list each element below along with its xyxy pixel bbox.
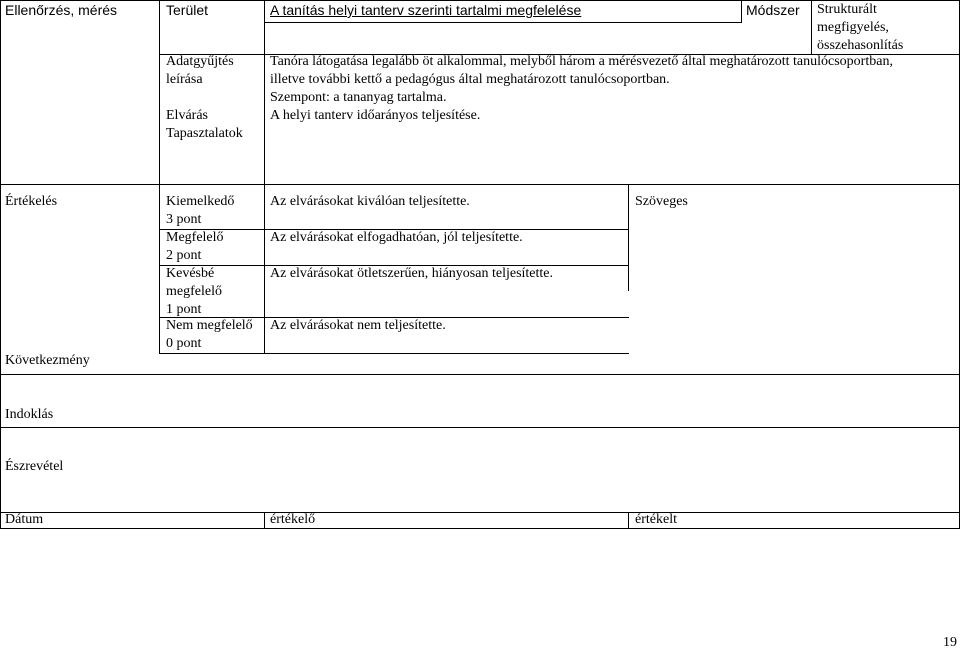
modszer-value-2: megfigyelés, <box>817 20 889 35</box>
level-name: Nem megfelelő <box>166 318 253 333</box>
modszer-label: Módszer <box>746 2 800 18</box>
datum-label: Dátum <box>5 512 44 527</box>
szoveges-label: Szöveges <box>635 194 688 209</box>
ertekelt-label: értékelt <box>635 512 677 527</box>
modszer-value-3: összehasonlítás <box>817 38 904 53</box>
adatgyujtes-text-2: illetve további kettő a pedagógus által meghatározott tanulócsoportban. <box>270 72 670 87</box>
top-block <box>0 0 960 185</box>
level-points: 2 pont <box>166 248 202 263</box>
level-description: Az elvárásokat nem teljesítette. <box>270 318 446 333</box>
indoklas-label: Indoklás <box>5 407 54 422</box>
eszrevetel-label: Észrevétel <box>5 459 64 474</box>
terulet-label: Terület <box>166 2 209 18</box>
adatgyujtes-text-3: Szempont: a tananyag tartalma. <box>270 90 447 105</box>
modszer-value-1: Strukturált <box>817 2 877 17</box>
level-name: megfelelő <box>166 284 222 299</box>
eszrevetel-row <box>0 427 960 513</box>
level-description: Az elvárásokat kiválóan teljesítette. <box>270 194 470 209</box>
level-points: 1 pont <box>166 302 202 317</box>
level-name: Kevésbé <box>166 266 215 281</box>
elvaras-label: Elvárás <box>166 108 208 123</box>
level-description: Az elvárásokat ötletszerűen, hiányosan teljesítette. <box>270 266 554 281</box>
level-points: 0 pont <box>166 336 202 351</box>
indoklas-row <box>0 374 960 428</box>
page-number: 19 <box>943 635 957 650</box>
level-name: Kiemelkedő <box>166 194 235 209</box>
signature-row <box>0 512 960 529</box>
adatgyujtes-label-1: Adatgyűjtés <box>166 54 234 69</box>
level-name: Megfelelő <box>166 230 224 245</box>
level-description: Az elvárásokat elfogadhatóan, jól teljesítette. <box>270 230 523 245</box>
ertekelo-label: értékelő <box>270 512 316 527</box>
category-label: Ellenőrzés, mérés <box>5 2 118 18</box>
terulet-value: A tanítás helyi tanterv szerinti tartalmi megfelelése <box>270 2 582 18</box>
ertekeles-label: Értékelés <box>5 194 58 209</box>
elvaras-text: A helyi tanterv időarányos teljesítése. <box>270 108 481 123</box>
kovetkezmeny-label: Következmény <box>5 353 90 368</box>
level-points: 3 pont <box>166 212 202 227</box>
adatgyujtes-text-1: Tanóra látogatása legalább öt alkalommal, melyből három a mérésvezető által meghatározott tanulócsoportban, <box>270 54 893 69</box>
tapasztalatok-label: Tapasztalatok <box>166 126 243 141</box>
adatgyujtes-label-2: leírása <box>166 72 203 87</box>
